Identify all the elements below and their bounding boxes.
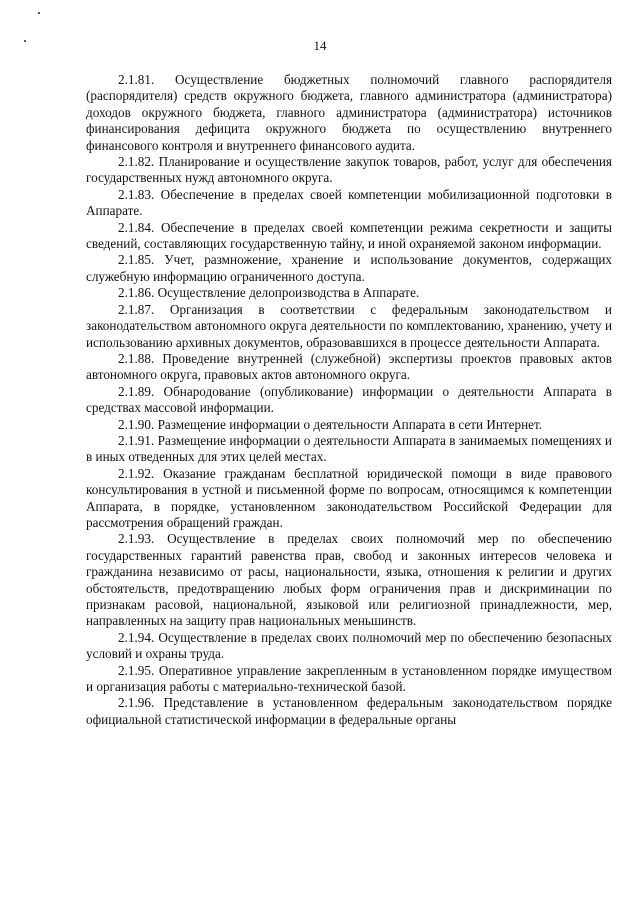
paragraph-number: 2.1.87. [118,301,155,317]
paragraph-2-1-96 [86,695,612,728]
paragraph-text: Планирование и осуществление закупок товаров, работ, услуг для обеспечения государственных нужд автономного округа. [86,154,612,186]
paragraph-number: 2.1.88. [118,350,155,366]
paragraph-2-1-90 [86,417,612,433]
paragraph-2-1-86 [86,285,612,301]
paragraph-2-1-91 [86,433,612,466]
paragraph-text: Представление в установленном федеральным законодательством порядке официальной статистической информации в федеральные органы [86,695,613,727]
paragraph-text: Оказание гражданам бесплатной юридической помощи в виде правового консультирования в устной и письменной форме по вопросам, относящимся к компетенции Аппарата, в порядке, установленном законодательством Российской Федерации для рассмотрения обращений граждан. [86,465,613,530]
paragraph-text: Проведение внутренней (служебной) экспертизы проектов правовых актов автономного округа, правовых актов автономного округа. [86,350,612,383]
paragraph-text: Осуществление в пределах своих полномочий мер по обеспечению безопасных условий и охраны труда. [86,629,613,662]
paragraph-text: Оперативное управление закрепленным в установленном порядке имуществом и организация работы с материально-технической базой. [86,662,613,695]
scan-speck [38,12,40,14]
paragraph-text: Размещение информации о деятельности Аппарата в занимаемых помещениях и в иных отведенных для этих целей местах. [86,432,612,465]
paragraph-text: Обеспечение в пределах своей компетенции режима секретности и защиты сведений, составляющих государственную тайну, и иной охраняемой законом информации. [86,219,613,252]
paragraph-2-1-94 [86,630,612,663]
paragraph-2-1-81 [86,72,612,154]
paragraph-text: Учет, размножение, хранение и использование документов, содержащих служебную информацию ограниченного доступа. [86,252,612,284]
paragraph-number: 2.1.84. [118,219,155,235]
paragraph-text: Осуществление бюджетных полномочий главного распорядителя (распорядителя) средств окружного бюджета, главного администратора (администратора) доходов окружного бюджета, главного администратора (администратора) источников финансирования дефицита окружного бюджета по осуществлению внутреннего финансового контроля и внутреннего финансового аудита. [86,72,613,153]
paragraph-number: 2.1.89. [118,383,155,399]
paragraph-2-1-95 [86,663,612,696]
paragraph-2-1-83 [86,187,612,220]
paragraph-text: Осуществление в пределах своих полномочий мер по обеспечению государственных гарантий равенства прав, свобод и законных интересов человека и гражданина независимо от расы, национальности, языка, отношения к религии и других обстоятельств, предотвращению любых форм ограничения прав и дискриминации по признакам расовой, национальной, языковой или религиозной принадлежности, мер, направленных на защиту прав национальных меньшинств. [86,531,613,629]
paragraph-2-1-82 [86,154,612,187]
paragraph-number: 2.1.90. [118,416,155,432]
paragraph-number: 2.1.91. [118,432,155,448]
paragraph-2-1-89 [86,384,612,417]
paragraph-2-1-84 [86,220,612,253]
paragraph-number: 2.1.93. [118,531,155,547]
paragraph-number: 2.1.82. [118,154,155,170]
paragraph-text: Размещение информации о деятельности Аппарата в сети Интернет. [157,416,543,432]
paragraph-2-1-87 [86,302,612,351]
paragraph-number: 2.1.83. [118,186,155,202]
paragraph-number: 2.1.85. [118,252,155,268]
paragraph-number: 2.1.92. [118,465,155,481]
paragraph-number: 2.1.81. [118,72,155,87]
paragraph-number: 2.1.96. [118,695,155,711]
paragraph-number: 2.1.95. [118,662,155,678]
document-body [86,72,612,728]
paragraph-2-1-92 [86,466,612,532]
paragraph-2-1-85 [86,252,612,285]
page-number: 14 [313,38,327,53]
paragraph-text: Обеспечение в пределах своей компетенции мобилизационной подготовки в Аппарате. [86,186,613,219]
paragraph-2-1-93 [86,531,612,629]
paragraph-text: Организация в соответствии с федеральным законодательством и законодательством автономного округа деятельности по комплектованию, хранению, учету и использованию архивных документов, образовавшихся в процессе деятельности Аппарата. [86,301,612,350]
paragraph-number: 2.1.94. [118,629,155,645]
paragraph-text: Осуществление делопроизводства в Аппарате. [157,285,420,301]
paragraph-2-1-88 [86,351,612,384]
paragraph-number: 2.1.86. [118,285,155,301]
paragraph-text: Обнародование (опубликование) информации о деятельности Аппарата в средствах массовой информации. [86,383,613,416]
